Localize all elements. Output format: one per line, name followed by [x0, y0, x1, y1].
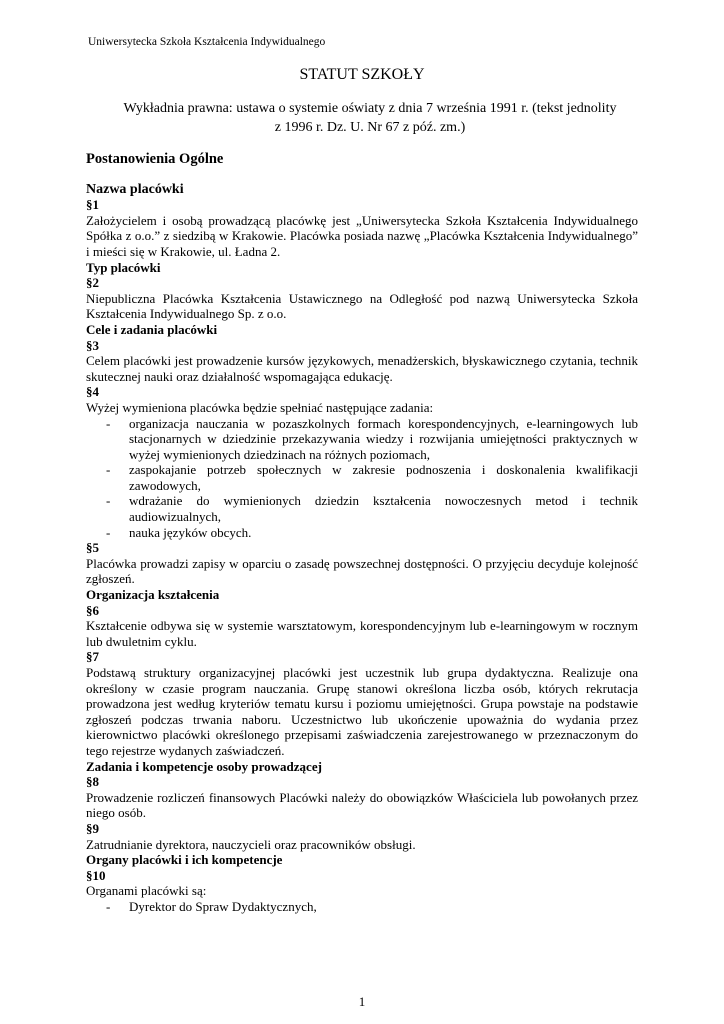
legal-basis-line2: z 1996 r. Dz. U. Nr 67 z póź. zm.)	[274, 120, 466, 135]
heading-zadania: Zadania i kompetencje osoby prowadzącej	[86, 758, 322, 774]
paragraph-number-2: §2	[86, 275, 99, 291]
paragraph-number-8: §8	[86, 774, 99, 790]
page-number: 1	[358, 994, 366, 1009]
heading-nazwa: Nazwa placówki	[86, 181, 184, 197]
document-title: STATUT SZKOŁY	[299, 66, 425, 83]
paragraph-number-7: §7	[86, 649, 99, 665]
heading-organy: Organy placówki i ich kompetencje	[86, 852, 283, 868]
list-item: - Dyrektor do Spraw Dydaktycznych,	[86, 899, 638, 915]
legal-basis	[100, 99, 640, 137]
paragraph-9-text: Zatrudnianie dyrektora, nauczycieli oraz pracowników obsługi.	[86, 836, 416, 852]
paragraph-10-intro: Organami placówki są:	[86, 883, 207, 899]
heading-cele: Cele i zadania placówki	[86, 321, 218, 337]
paragraph-5-text: Placówka prowadzi zapisy w oparciu o zasadę powszechnej dostępności. O przyjęciu decyduje kolejność zgłoszeń.	[86, 555, 638, 587]
paragraph-number-6: §6	[86, 602, 99, 618]
document-body	[86, 152, 638, 915]
list-item: - wdrażanie do wymienionych dziedzin kształcenia nowoczesnych metod i technik audiowizualnych,	[86, 493, 638, 524]
legal-basis-line1: Wykładnia prawna: ustawa o systemie oświaty z dnia 7 września 1991 r. (tekst jednolity	[123, 101, 617, 116]
running-header: Uniwersytecka Szkoła Kształcenia Indywidualnego	[88, 36, 326, 48]
paragraph-2-text: Niepubliczna Placówka Kształcenia Ustawicznego na Odległość pod nazwą Uniwersytecka Szkoła Kształcenia Indywidualnego Sp. z o.o.	[86, 290, 638, 322]
paragraph-4-intro: Wyżej wymieniona placówka będzie spełniać następujące zadania:	[86, 399, 434, 415]
paragraph-3-text: Celem placówki jest prowadzenie kursów językowych, menadżerskich, błyskawicznego czytania, technik skutecznej nauki oraz działalność wspomagająca edukację.	[86, 353, 638, 384]
heading-typ: Typ placówki	[86, 259, 161, 275]
list-item: - organizacja nauczania w pozaszkolnych formach korespondencyjnych, e-learningowych lub stacjonarnych w dziedzinie przekazywania wiedzy i rozwijania umiejętności praktycznych w wyżej wymienionych dziedzinach na różnych poziomach,	[86, 416, 638, 463]
paragraph-number-10: §10	[86, 867, 106, 883]
section-title: Postanowienia Ogólne	[86, 151, 224, 167]
paragraph-10-list	[86, 899, 638, 915]
list-item: - zaspokajanie potrzeb społecznych w zakresie podnoszenia i doskonalenia kwalifikacji zawodowych,	[86, 462, 638, 493]
paragraph-1-text: Założycielem i osobą prowadzącą placówkę jest „Uniwersytecka Szkoła Kształcenia Indywidualnego Spółka z o.o.” z siedzibą w Krakowie. Placówka posiada nazwę „Placówka Kształcenia Indywidualnego” i mieści się w Krakowie, ul. Ładna 2.	[86, 212, 638, 259]
list-item: - nauka języków obcych.	[86, 525, 638, 541]
paragraph-number-4: §4	[86, 384, 99, 400]
paragraph-number-3: §3	[86, 337, 99, 353]
paragraph-4-list	[86, 416, 638, 541]
paragraph-number-5: §5	[86, 540, 99, 556]
paragraph-6-text: Kształcenie odbywa się w systemie warsztatowym, korespondencyjnym lub e-learningowym w rocznym lub dwuletnim cyklu.	[86, 618, 638, 649]
paragraph-number-1: §1	[86, 197, 99, 213]
paragraph-7-text: Podstawą struktury organizacyjnej placówki jest uczestnik lub grupa dydaktyczna. Realizuje ona określony w czasie program nauczania. Grupę stanowi określona liczba osób, których rekrutacja prowadzona jest według kryteriów tematu kursu i poziomu umiejętności. Grupa powstaje na podstawie zgłoszeń podczas trwania naboru. Uczestnictwo lub ukończenie upoważnia do wydania przez kierownictwo placówki określonego przepisami zaświadczenia zarejestrowanego w przeznaczonym do tego rejestrze wydanych zaświadczeń.	[86, 665, 638, 758]
paragraph-number-9: §9	[86, 820, 99, 836]
heading-organizacja: Organizacja kształcenia	[86, 587, 220, 603]
paragraph-8-text: Prowadzenie rozliczeń finansowych Placówki należy do obowiązków Właściciela lub powołanych przez niego osób.	[86, 789, 638, 821]
